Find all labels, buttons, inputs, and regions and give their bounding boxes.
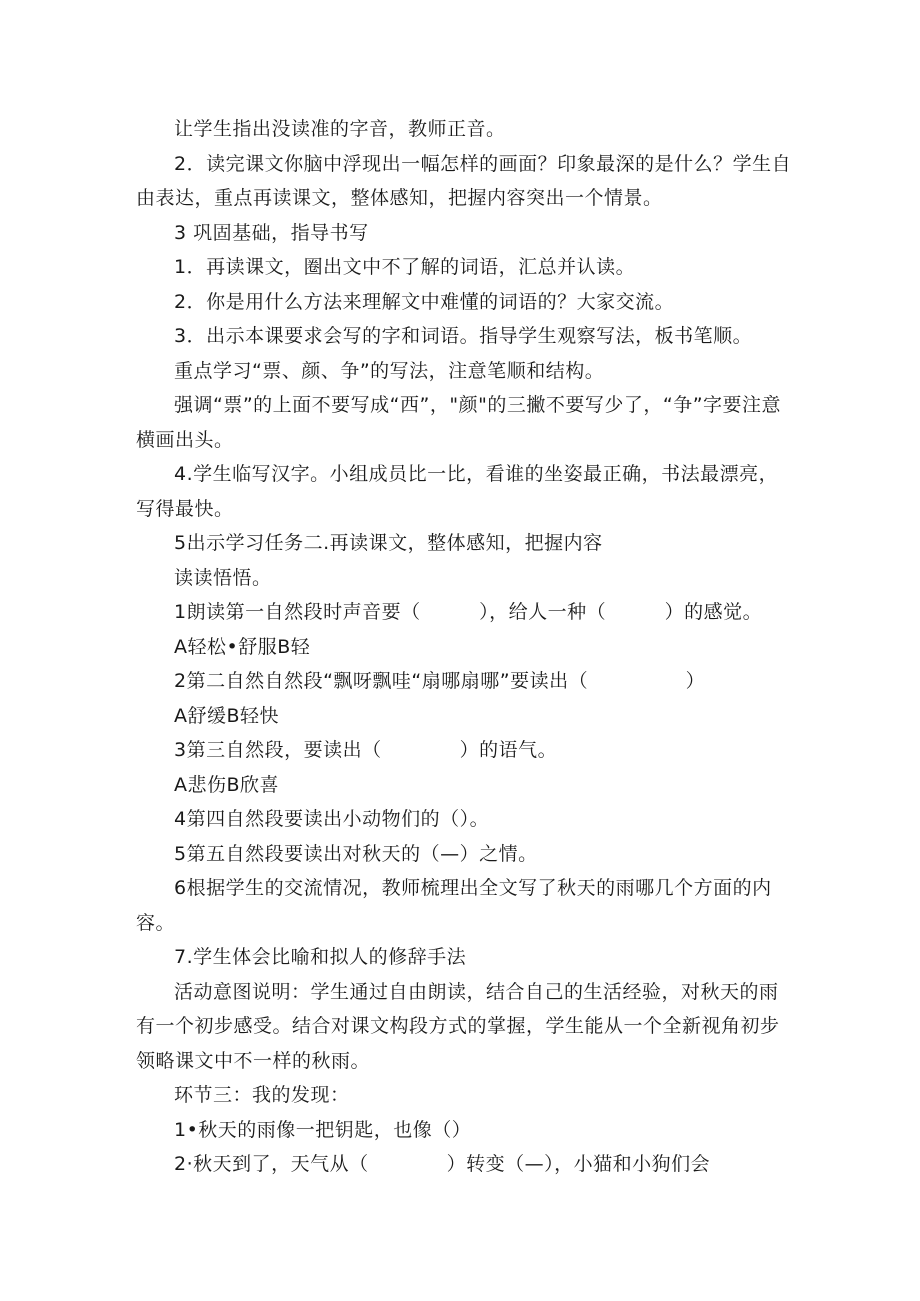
paragraph: 5出示学习任务二.再读课文，整体感知，把握内容: [174, 532, 603, 554]
paragraph: 2．读完课文你脑中浮现出一幅怎样的画面？印象最深的是什么？学生自由表达，重点再读课文，整体感知，把握内容突出一个情景。: [136, 152, 792, 209]
paragraph: 1．再读课文，圈出文中不了解的词语，汇总并认读。: [174, 256, 636, 278]
paragraph: 强调“票”的上面不要写成“西”，"颜"的三撇不要写少了，“争”字要注意横画出头。: [136, 394, 782, 451]
paragraph: 3．出示本课要求会写的字和词语。指导学生观察写法，板书笔顺。: [174, 325, 753, 347]
question-item: 1朗读第一自然段时声音要（ ），给人一种（ ）的感觉。: [174, 601, 763, 623]
paragraph: 2．你是用什么方法来理解文中难懂的词语的？大家交流。: [174, 290, 675, 313]
paragraph: 7.学生体会比喻和拟人的修辞手法: [174, 946, 467, 968]
question-item: 1•秋天的雨像一把钥匙，也像（）: [174, 1118, 472, 1141]
document-body: [136, 112, 796, 1182]
activity-intent: 活动意图说明：学生通过自由朗读，结合自己的生活经验，对秋天的雨有一个初步感受。结合对课文构段方式的掌握，学生能从一个全新视角初步领略课文中不一样的秋雨。: [136, 980, 780, 1072]
section-heading: 3 巩固基础，指导书写: [174, 221, 369, 244]
paragraph: 4.学生临写汉字。小组成员比一比，看谁的坐姿最正确，书法最漂亮，写得最快。: [136, 463, 779, 520]
question-item: 4第四自然段要读出小动物们的（）。: [174, 808, 490, 830]
answer-options: A悲伤B欣喜: [174, 773, 280, 796]
question-item: 2·秋天到了，天气从（ ）转变（—），小猫和小狗们会: [174, 1153, 711, 1175]
paragraph: 6根据学生的交流情况，教师梳理出全文写了秋天的雨哪几个方面的内容。: [136, 877, 772, 934]
paragraph: 重点学习“票、颜、争”的写法，注意笔顺和结构。: [174, 359, 605, 382]
question-item: 2第二自然自然段“飘呀飘哇“扇哪扇哪”要读出（ ）: [174, 670, 706, 692]
section-heading: 环节三：我的发现：: [174, 1084, 350, 1106]
paragraph: 让学生指出没读准的字音，教师正音。: [174, 118, 506, 140]
answer-options: A轻松•舒服B轻: [174, 635, 311, 658]
paragraph: 读读悟悟。: [174, 566, 272, 589]
question-item: 5第五自然段要读出对秋天的（—）之情。: [174, 842, 538, 865]
question-item: 3第三自然段，要读出（ ）的语气。: [174, 739, 558, 761]
answer-options: A舒缓B轻快: [174, 704, 280, 727]
